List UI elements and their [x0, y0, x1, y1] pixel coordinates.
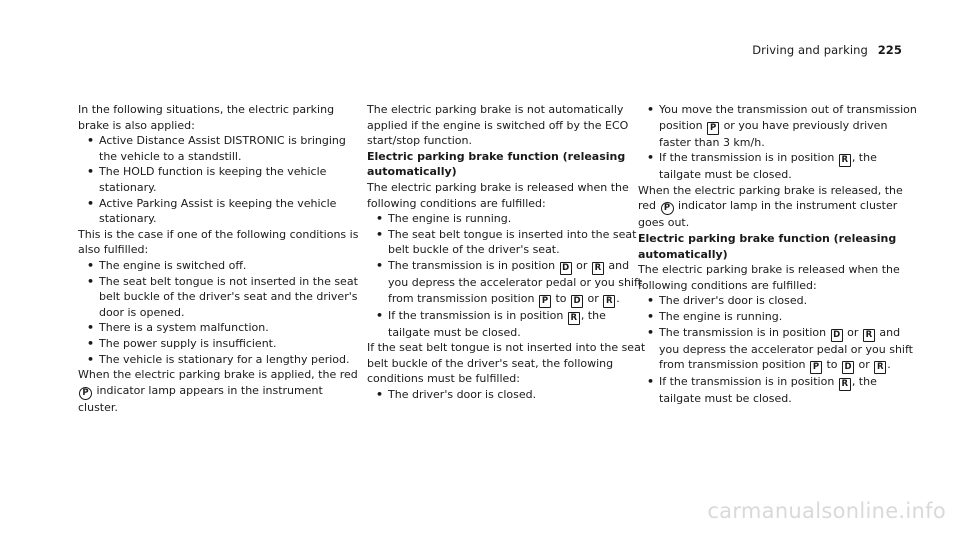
- gear-d-icon: D: [571, 295, 583, 308]
- list-item: • If the transmission is in position R , the tailgate must be closed.: [647, 375, 877, 406]
- gear-r-icon: R: [839, 378, 851, 391]
- column-3: [638, 102, 920, 407]
- eco-paragraph: The electric parking brake is not automatically applied if the engine is switched off by the ECO start/stop function.: [367, 103, 629, 148]
- list-item: • The driver's door is closed.: [376, 387, 537, 401]
- section-heading: Electric parking brake function (releasing automatically): [367, 149, 626, 179]
- gear-r-icon: R: [603, 295, 615, 308]
- gear-p-icon: P: [539, 295, 551, 308]
- intro-paragraph: In the following situations, the electric parking brake is also applied:: [78, 103, 335, 132]
- seatbelt-paragraph: If the seat belt tongue is not inserted into the seat belt buckle of the driver's seat, the following conditions must be fulfilled:: [367, 341, 646, 386]
- list-item: • There is a system malfunction.: [87, 321, 269, 335]
- gear-r-icon: R: [874, 361, 886, 374]
- section-title: Driving and parking: [752, 43, 868, 57]
- page-header: [752, 43, 902, 57]
- column-2: [367, 102, 649, 403]
- list-item: • The engine is running.: [376, 212, 512, 226]
- list-item: • The seat belt tongue is inserted into the seat belt buckle of the driver's seat.: [376, 227, 637, 257]
- list-item: • The transmission is in position D or R and you depress the accelerator pedal or you shift from transmission position P to D or R .: [376, 258, 642, 306]
- list-item: • The vehicle is stationary for a lengthy period.: [87, 352, 350, 366]
- gear-d-icon: D: [560, 262, 572, 275]
- gear-d-icon: D: [842, 361, 854, 374]
- released-paragraph: When the electric parking brake is released, the red P indicator lamp in the instrument cluster goes out.: [638, 183, 903, 230]
- parking-brake-indicator-icon: P: [79, 387, 92, 400]
- list-item: • The power supply is insufficient.: [87, 336, 277, 350]
- section-heading: Electric parking brake function (releasing automatically): [638, 231, 897, 261]
- gear-p-icon: P: [810, 361, 822, 374]
- page-number: 225: [877, 43, 902, 57]
- gear-p-icon: P: [707, 122, 719, 135]
- parking-brake-indicator-icon: P: [661, 202, 674, 215]
- column-1: [78, 102, 360, 415]
- gear-d-icon: D: [831, 329, 843, 342]
- list-item: • Active Parking Assist is keeping the vehicle stationary.: [87, 196, 337, 226]
- gear-r-icon: R: [592, 262, 604, 275]
- list-item: • You move the transmission out of transmission position P or you have previously driven faster than 3 km/h.: [647, 103, 917, 149]
- watermark: carmanualsonline.info: [707, 499, 946, 523]
- list-item: • The seat belt tongue is not inserted in the seat belt buckle of the driver's seat and the driver's door is opened.: [87, 274, 358, 319]
- list-item: • The HOLD function is keeping the vehicle stationary.: [87, 165, 327, 194]
- list-item: • If the transmission is in position R , the tailgate must be closed.: [647, 151, 877, 182]
- list-item: • If the transmission is in position R , the tailgate must be closed.: [376, 308, 606, 339]
- list-item: • The engine is running.: [647, 309, 783, 323]
- gear-r-icon: R: [568, 312, 580, 325]
- release-paragraph: The electric parking brake is released when the following conditions are fulfilled:: [367, 180, 629, 210]
- list-item: • Active Distance Assist DISTRONIC is bringing the vehicle to a standstill.: [87, 134, 346, 163]
- release-paragraph: The electric parking brake is released when the following conditions are fulfilled:: [638, 263, 900, 292]
- list-item: • The driver's door is closed.: [647, 294, 808, 308]
- gear-r-icon: R: [839, 154, 851, 167]
- list-item: • The engine is switched off.: [87, 258, 247, 272]
- applied-paragraph: When the electric parking brake is applied, the red P indicator lamp appears in the instrument cluster.: [78, 368, 358, 414]
- list-item: • The transmission is in position D or R and you depress the accelerator pedal or you shift from transmission position P to D or R .: [647, 325, 913, 373]
- conditions-paragraph: This is the case if one of the following conditions is also fulfilled:: [78, 227, 359, 257]
- gear-r-icon: R: [863, 329, 875, 342]
